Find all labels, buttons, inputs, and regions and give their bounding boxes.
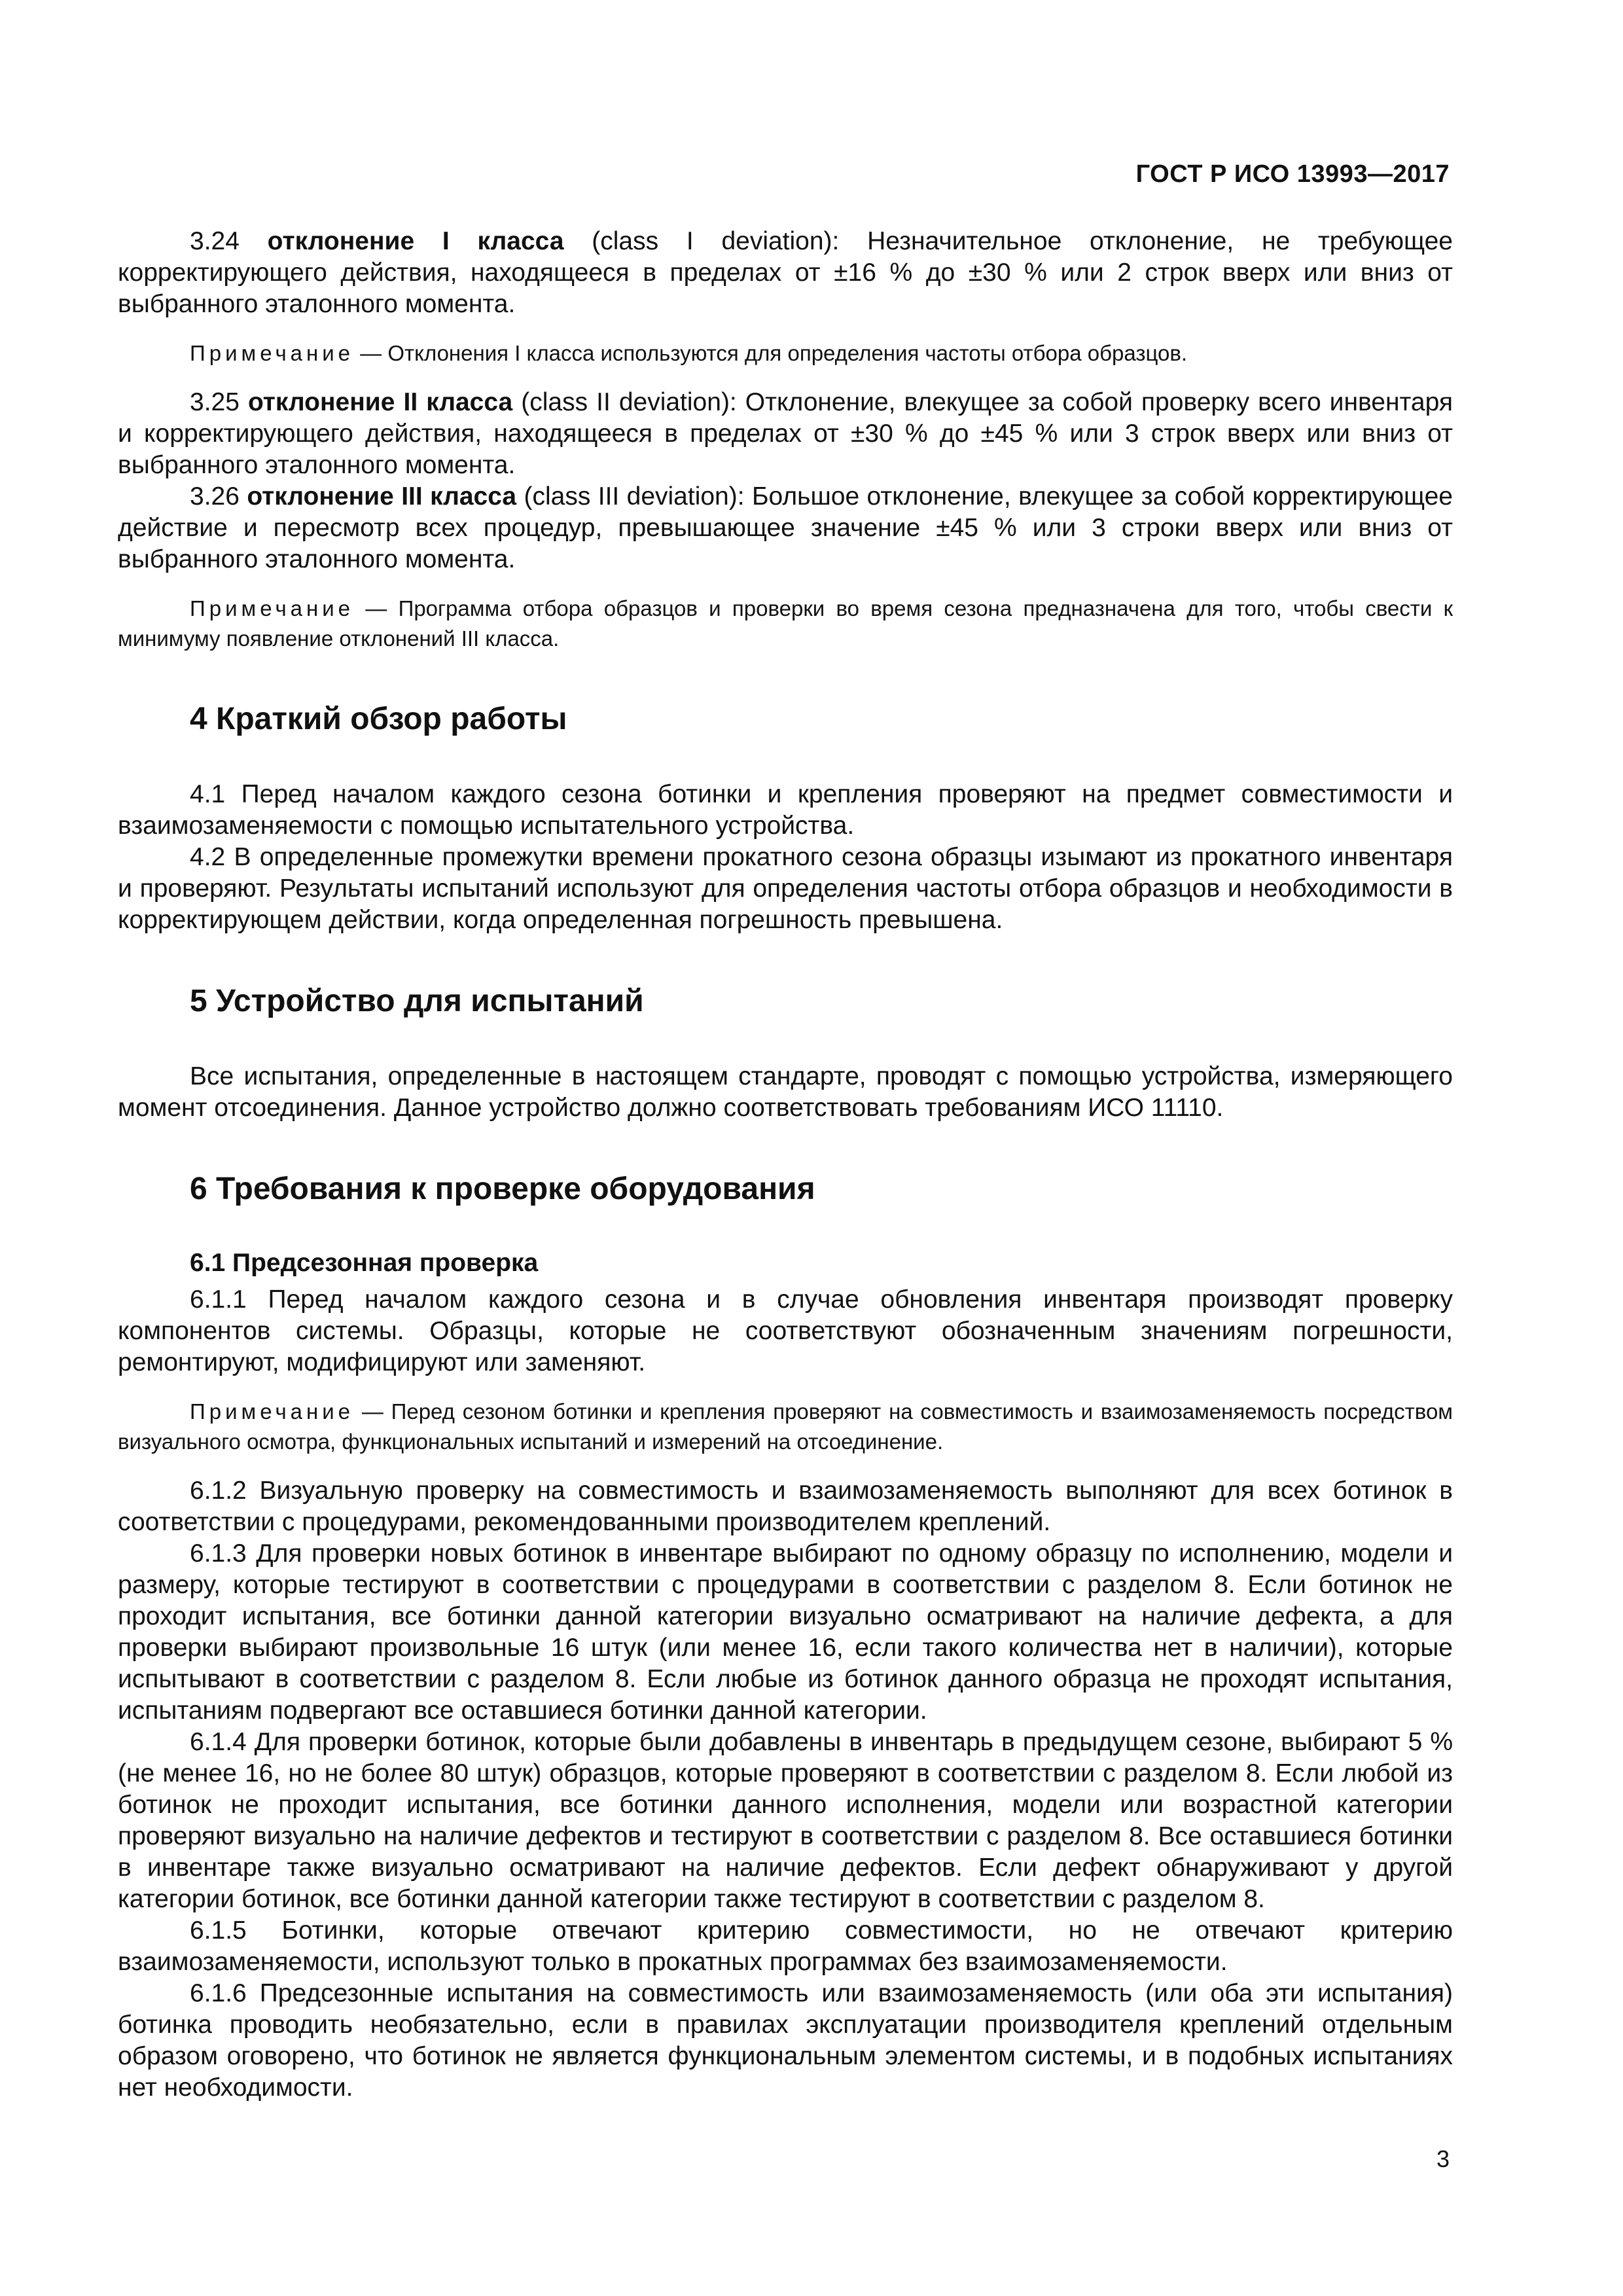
note: Примечание — Отклонения I класса используются для определения частоты отбора образцов. <box>190 341 1188 365</box>
paragraph-4-1: 4.1 Перед началом каждого сезона ботинки и крепления проверяют на предмет совместимости и взаимозаменяемости с помощью испытательного устройства. <box>118 780 1453 840</box>
page-content <box>118 226 1453 2104</box>
paragraph-6-1-3: 6.1.3 Для проверки новых ботинок в инвентаре выбирают по одному образцу по исполнению, модели и размеру, которые тестируют в соответствии с процедурами в соответствии с разделом 8. Если ботинок не проходит испытания, все ботинки данной категории визуально осматривают на наличие дефекта, а для проверки выбирают произвольные 16 штук (или менее 16, если такого количества нет в наличии), которые испытывают в соответствии с разделом 8. Если любые из ботинок данного образца не проходят испытания, испытаниям подвергают все оставшиеся ботинки данной категории. <box>118 1539 1453 1725</box>
note: Примечание — Программа отбора образцов и проверки во время сезона предназначена для того, чтобы свести к минимуму появление отклонений III класса. <box>118 596 1454 651</box>
note: Примечание — Перед сезоном ботинки и крепления проверяют на совместимость и взаимозаменяемость посредством визуального осмотра, функциональных испытаний и измерений на отсоединение. <box>118 1399 1453 1454</box>
term: отклонение II класса <box>247 388 513 416</box>
section-5-heading: 5 Устройство для испытаний <box>190 984 644 1018</box>
page-number: 3 <box>1436 2145 1450 2172</box>
section-6-heading: 6 Требования к проверке оборудования <box>190 1172 815 1206</box>
definition-3-26: 3.26 отклонение III класса (class III deviation): Большое отклонение, влекущее за собой корректирующее действие и пересмотр всех процедур, превышающее значение ±45 % или 3 строки вверх или вниз от выбранного эталонного момента. <box>118 482 1453 573</box>
document-code: ГОСТ Р ИСО 13993—2017 <box>1135 160 1450 188</box>
definition-3-24: 3.24 отклонение I класса (class I deviation): Незначительное отклонение, не требующее корректирующего действия, находящееся в пределах от ±16 % до ±30 % или 2 строк вверх или вниз от выбранного эталонного момента. <box>118 227 1454 318</box>
definition-3-25: 3.25 отклонение II класса (class II deviation): Отклонение, влекущее за собой проверку всего инвентаря и корректирующего действия, находящееся в пределах от ±30 % до ±45 % или 3 строк вверх или вниз от выбранного эталонного момента. <box>118 388 1453 479</box>
paragraph-4-2: 4.2 В определенные промежутки времени прокатного сезона образцы изымают из прокатного инвентаря и проверяют. Результаты испытаний используют для определения частоты отбора образцов и необходимости в корректирующем действии, когда определенная погрешность превышена. <box>118 843 1453 934</box>
paragraph-6-1-1: 6.1.1 Перед началом каждого сезона и в случае обновления инвентаря производят проверку компонентов системы. Образцы, которые не соответствуют обозначенным значениям погрешности, ремонтируют, модифицируют или заменяют. <box>118 1285 1453 1376</box>
term: отклонение III класса <box>247 482 517 511</box>
subsection-6-1-heading: 6.1 Предсезонная проверка <box>190 1249 539 1277</box>
paragraph-6-1-5: 6.1.5 Ботинки, которые отвечают критерию совместимости, но не отвечают критерию взаимозаменяемости, используют только в прокатных программах без взаимозаменяемости. <box>118 1916 1453 1976</box>
term: отклонение I класса <box>267 227 564 255</box>
section-4-heading: 4 Краткий обзор работы <box>190 702 567 736</box>
paragraph-6-1-4: 6.1.4 Для проверки ботинок, которые были добавлены в инвентарь в предыдущем сезоне, выбирают 5 % (не менее 16, но не более 80 штук) образцов, которые проверяют в соответствии с разделом 8. Если любой из ботинок не проходит испытания, все ботинки данного исполнения, модели или возрастной категории проверяют визуально на наличие дефектов и тестируют в соответствии с разделом 8. Все оставшиеся ботинки в инвентаре также визуально осматривают на наличие дефектов. Если дефект обнаруживают у другой категории ботинок, все ботинки данной категории также тестируют в соответствии с разделом 8. <box>118 1728 1453 1913</box>
paragraph-6-1-2: 6.1.2 Визуальную проверку на совместимость и взаимозаменяемость выполняют для всех ботинок в соответствии с процедурами, рекомендованными производителем креплений. <box>118 1477 1453 1536</box>
paragraph-5: Все испытания, определенные в настоящем стандарте, проводят с помощью устройства, измеряющего момент отсоединения. Данное устройство должно соответствовать требованиям ИСО 11110. <box>118 1062 1453 1122</box>
paragraph-6-1-6: 6.1.6 Предсезонные испытания на совместимость или взаимозаменяемость (или оба эти испытания) ботинка проводить необязательно, если в правилах эксплуатации производителя креплений отдельным образом оговорено, что ботинок не является функциональным элементом системы, и в подобных испытаниях нет необходимости. <box>118 1979 1453 2102</box>
